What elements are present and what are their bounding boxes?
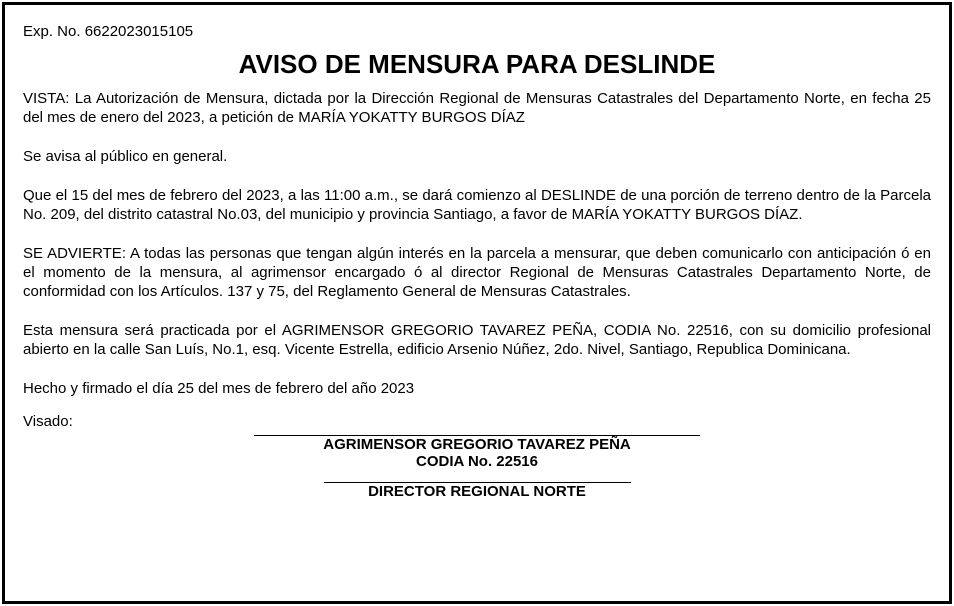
signature-name: AGRIMENSOR GREGORIO TAVAREZ PEÑA [323, 436, 631, 453]
paragraph-advertencia: SE ADVIERTE: A todas las personas que tengan algún interés en la parcela a mensurar, que deben comunicarlo con anticipación ó en el momento de la mensura, al agrimensor encargado ó al director Regional de Mensuras Catastrales Departamento Norte, de conformidad con los Artículos. 137 y 75, del Reglamento General de Mensuras Catastrales. [23, 245, 931, 300]
visado-label: Visado: [23, 413, 73, 430]
paragraph-fecha-firma: Hecho y firmado el día 25 del mes de febrero del año 2023 [23, 380, 415, 397]
signature-director: DIRECTOR REGIONAL NORTE [368, 483, 586, 500]
paragraph-vista: VISTA: La Autorización de Mensura, dictada por la Dirección Regional de Mensuras Catastrales del Departamento Norte, en fecha 25 del mes de enero del 2023, a petición de MARÍA YOKATTY BURGOS DÍAZ [23, 90, 931, 126]
paragraph-deslinde: Que el 15 del mes de febrero del 2023, a las 11:00 a.m., se dará comienzo al DESLINDE de una porción de terreno dentro de la Parcela No. 209, del distrito catastral No.03, del municipio y provincia Santiago, a favor de MARÍA YOKATTY BURGOS DÍAZ. [23, 187, 931, 223]
notice-frame [2, 2, 952, 604]
notice-body [23, 23, 931, 500]
notice-title: AVISO DE MENSURA PARA DESLINDE [238, 49, 716, 79]
paragraph-agrimensor: Esta mensura será practicada por el AGRIMENSOR GREGORIO TAVAREZ PEÑA, CODIA No. 22516, con su domicilio profesional abierto en la calle San Luís, No.1, esq. Vicente Estrella, edificio Arsenio Núñez, 2do. Nivel, Santiago, Republica Dominicana. [23, 322, 931, 358]
expedient-number: Exp. No. 6622023015105 [23, 23, 194, 40]
signature-codia: CODIA No. 22516 [416, 453, 538, 470]
paragraph-aviso-publico: Se avisa al público en general. [23, 148, 228, 165]
